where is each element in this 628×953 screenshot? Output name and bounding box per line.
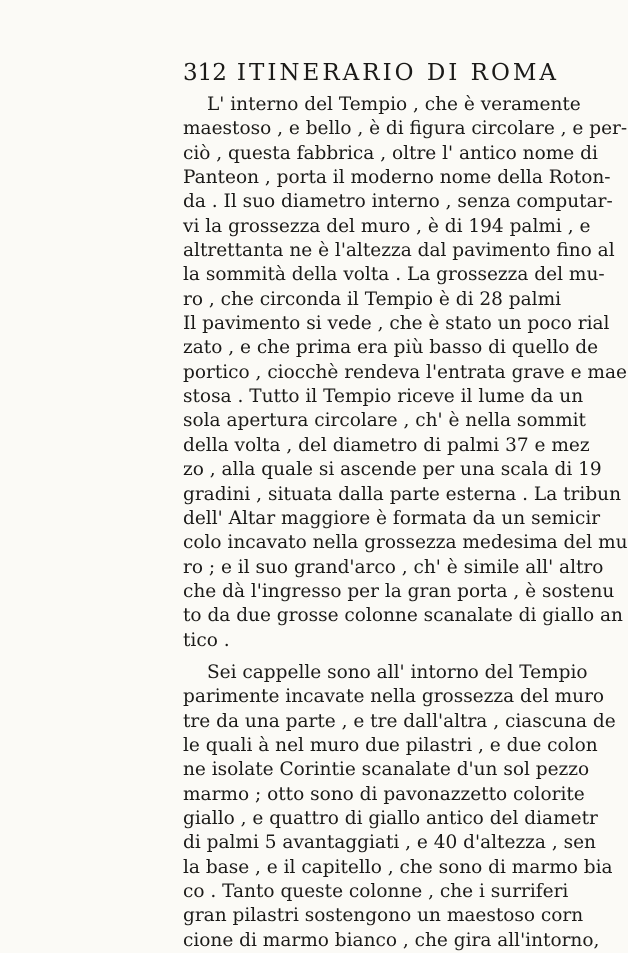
text-line: la base , e il capitello , che sono di marmo bia [183,856,613,878]
page-number: 312 [183,60,227,86]
text-line: zato , e che prima era più basso di quello de [183,337,599,359]
text-line: Il pavimento si vede , che è stato un poco rial [183,313,610,335]
running-title: ITINERARIO DI ROMA [236,60,559,86]
text-line: maestoso , e bello , è di figura circolare , e per- [183,118,628,140]
text-line: di palmi 5 avantaggiati , e 40 d'altezza , sen [183,832,596,854]
text-line: L' interno del Tempio , che è veramente [207,94,581,115]
text-line: dell' Altar maggiore è formata da un semicir [183,507,601,529]
text-line: che dà l'ingresso per la gran porta , è sostenu [183,580,615,602]
text-line: tre da una parte , e tre dall'altra , ciascuna de [183,710,616,732]
text-line: da . Il suo diametro interno , senza computar- [183,191,613,213]
text-line: le quali à nel muro due pilastri , e due colon [183,734,598,756]
text-line: Panteon , porta il moderno nome della Roton- [183,167,611,189]
paragraph-2 [183,661,616,953]
text-line: della volta , del diametro di palmi 37 e mez [183,434,590,456]
text-line: ciò , questa fabbrica , oltre l' antico nome di [183,142,598,164]
text-line: gradini , situata dalla parte esterna . La tribun [183,483,621,505]
text-line: zo , alla quale si ascende per una scala di 19 [183,459,602,481]
text-line: ne isolate Corintie scanalate d'un sol pezzo [183,759,590,781]
text-line: tico . [183,629,230,651]
text-line: gran pilastri sostengono un maestoso corn [183,905,584,927]
text-line: stosa . Tutto il Tempio riceve il lume da un [183,386,584,408]
paragraph-gap [183,653,563,661]
text-line: Sei cappelle sono all' intorno del Tempio [207,661,588,683]
text-line: sola apertura circolare , ch' è nella sommit [183,410,586,432]
text-line: colo incavato nella grossezza medesima del mu [183,532,628,554]
body-text [183,93,628,953]
text-line: la sommità della volta . La grossezza del mu- [183,264,605,286]
text-line: co . Tanto queste colonne , che i surriferi [183,881,569,902]
text-line: to da due grosse colonne scanalate di giallo an [183,605,623,627]
text-line: vi la grossezza del muro , è di 194 palmi , e [183,215,591,237]
text-line: ro ; e il suo grand'arco , ch' è simile all' altro [183,556,604,578]
paragraph-1 [183,93,628,653]
text-line: altrettanta ne è l'altezza dal pavimento fino al [183,240,615,262]
text-line: marmo ; otto sono di pavonazzetto colorite [183,783,585,805]
text-line: giallo , e quattro di giallo antico del diametr [183,807,598,829]
text-line: ro , che circonda il Tempio è di 28 palmi [183,288,562,310]
text-line: portico , ciocchè rendeva l'entrata grave e mae [183,361,627,383]
text-line: cione di marmo bianco , che gira all'intorno, [183,929,600,951]
text-line: parimente incavate nella grossezza del muro [183,686,605,708]
running-header [183,60,563,90]
